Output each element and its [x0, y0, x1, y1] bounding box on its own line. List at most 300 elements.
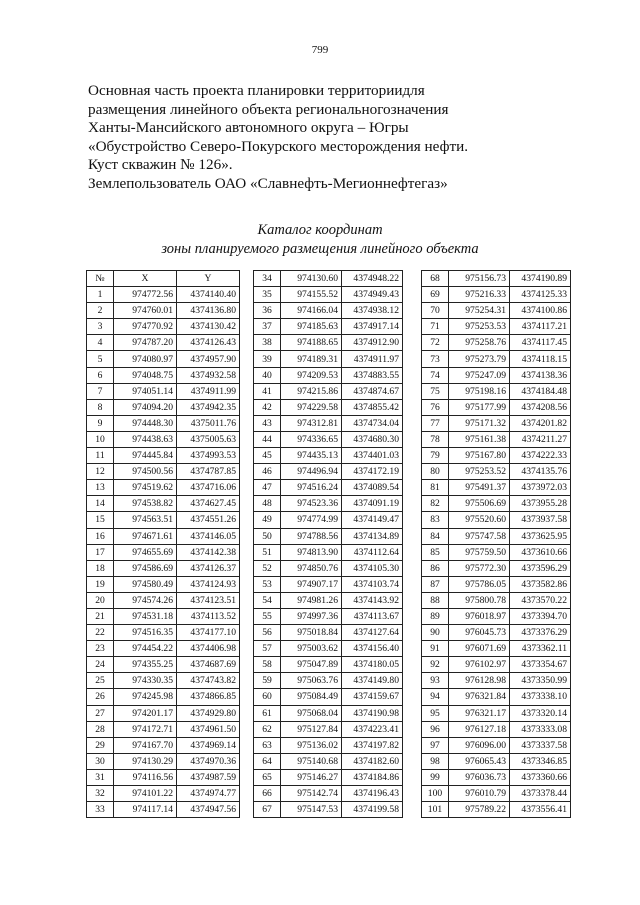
- table-row: [87, 721, 240, 737]
- table-row: [254, 271, 403, 287]
- point-number: 38: [254, 335, 281, 351]
- coord-x: 974172.71: [114, 721, 177, 737]
- table-row: [254, 528, 403, 544]
- table-row: [422, 383, 571, 399]
- coord-x: 974080.97: [114, 351, 177, 367]
- point-number: 80: [422, 464, 449, 480]
- point-number: 27: [87, 705, 114, 721]
- coord-x: 974788.56: [281, 528, 342, 544]
- coord-y: 4373394.70: [510, 608, 571, 624]
- coord-x: 974048.75: [114, 367, 177, 383]
- table-row: [422, 625, 571, 641]
- coord-y: 4373610.66: [510, 544, 571, 560]
- table-row: [87, 367, 240, 383]
- coord-y: 4374124.93: [177, 576, 240, 592]
- catalog-subtitle-line: зоны планируемого размещения линейного объекта: [161, 241, 479, 257]
- coord-y: 4374126.43: [177, 335, 240, 351]
- coord-x: 975273.79: [449, 351, 510, 367]
- table-row: [87, 641, 240, 657]
- coord-x: 974580.49: [114, 576, 177, 592]
- coord-y: 4374948.22: [342, 271, 403, 287]
- point-number: 26: [87, 689, 114, 705]
- point-number: 30: [87, 753, 114, 769]
- table-row: [254, 367, 403, 383]
- coord-y: 4373582.86: [510, 576, 571, 592]
- point-number: 93: [422, 673, 449, 689]
- table-row: [87, 592, 240, 608]
- coord-y: 4374716.06: [177, 480, 240, 496]
- coord-y: 4373378.44: [510, 786, 571, 802]
- coord-y: 4374196.43: [342, 786, 403, 802]
- table-row: [254, 415, 403, 431]
- point-number: 76: [422, 399, 449, 415]
- coord-x: 975084.49: [281, 689, 342, 705]
- table-row: [254, 608, 403, 624]
- coord-y: 4374942.35: [177, 399, 240, 415]
- table-row: [87, 303, 240, 319]
- coord-x: 975146.27: [281, 769, 342, 785]
- point-number: 10: [87, 431, 114, 447]
- coord-y: 4374223.41: [342, 721, 403, 737]
- point-number: 79: [422, 448, 449, 464]
- coord-x: 975177.99: [449, 399, 510, 415]
- coord-x: 975156.73: [449, 271, 510, 287]
- point-number: 15: [87, 512, 114, 528]
- point-number: 98: [422, 753, 449, 769]
- point-number: 2: [87, 303, 114, 319]
- heading-line: Основная часть проекта планировки территориидля: [88, 82, 425, 99]
- coord-x: 976010.79: [449, 786, 510, 802]
- coord-y: 4374136.80: [177, 303, 240, 319]
- point-number: 100: [422, 786, 449, 802]
- coord-x: 974166.04: [281, 303, 342, 319]
- coord-x: 974787.20: [114, 335, 177, 351]
- table-row: [87, 560, 240, 576]
- coord-y: 4374177.10: [177, 625, 240, 641]
- table-row: [87, 737, 240, 753]
- coord-y: 4374123.51: [177, 592, 240, 608]
- point-number: 29: [87, 737, 114, 753]
- table-row: [422, 512, 571, 528]
- coord-y: 4374143.92: [342, 592, 403, 608]
- coord-y: 4374911.97: [342, 351, 403, 367]
- point-number: 75: [422, 383, 449, 399]
- point-number: 97: [422, 737, 449, 753]
- coord-y: 4373625.95: [510, 528, 571, 544]
- heading-line: Землепользователь ОАО «Славнефть-Мегионнефтегаз»: [88, 174, 448, 192]
- point-number: 25: [87, 673, 114, 689]
- coord-y: 4374970.36: [177, 753, 240, 769]
- coord-y: 4374687.69: [177, 657, 240, 673]
- coord-y: 4374917.14: [342, 319, 403, 335]
- table-row: [422, 351, 571, 367]
- point-number: 62: [254, 721, 281, 737]
- point-number: 73: [422, 351, 449, 367]
- coord-x: 974574.26: [114, 592, 177, 608]
- coord-y: 4373337.58: [510, 737, 571, 753]
- table-row: [87, 528, 240, 544]
- table-row: [254, 592, 403, 608]
- coord-y: 4373556.41: [510, 802, 571, 818]
- coord-y: 4374974.77: [177, 786, 240, 802]
- coord-x: 975147.53: [281, 802, 342, 818]
- coord-x: 975491.37: [449, 480, 510, 496]
- point-number: 51: [254, 544, 281, 560]
- table-row: [422, 608, 571, 624]
- coord-y: 4374113.52: [177, 608, 240, 624]
- coord-x: 976321.84: [449, 689, 510, 705]
- coord-y: 4374743.82: [177, 673, 240, 689]
- coord-x: 975198.16: [449, 383, 510, 399]
- coord-y: 4374135.76: [510, 464, 571, 480]
- table-row: [87, 753, 240, 769]
- point-number: 41: [254, 383, 281, 399]
- table-row: [87, 464, 240, 480]
- point-number: 3: [87, 319, 114, 335]
- coord-y: 4374100.86: [510, 303, 571, 319]
- table-row: [87, 287, 240, 303]
- point-number: 18: [87, 560, 114, 576]
- point-number: 64: [254, 753, 281, 769]
- coord-x: 976045.73: [449, 625, 510, 641]
- coord-y: 4374855.42: [342, 399, 403, 415]
- coord-x: 975018.84: [281, 625, 342, 641]
- table-row: [422, 399, 571, 415]
- coord-y: 4374149.80: [342, 673, 403, 689]
- coord-y: 4375005.63: [177, 431, 240, 447]
- coord-y: 4374105.30: [342, 560, 403, 576]
- table-row: [254, 399, 403, 415]
- point-number: 67: [254, 802, 281, 818]
- point-number: 90: [422, 625, 449, 641]
- point-number: 49: [254, 512, 281, 528]
- point-number: 33: [87, 802, 114, 818]
- coord-x: 974531.18: [114, 608, 177, 624]
- table-row: [254, 560, 403, 576]
- coord-x: 974655.69: [114, 544, 177, 560]
- coord-y: 4374208.56: [510, 399, 571, 415]
- table-row: [254, 335, 403, 351]
- coord-y: 4373350.99: [510, 673, 571, 689]
- coord-y: 4374912.90: [342, 335, 403, 351]
- coord-y: 4374117.45: [510, 335, 571, 351]
- coord-x: 974130.60: [281, 271, 342, 287]
- coord-x: 975140.68: [281, 753, 342, 769]
- point-number: 53: [254, 576, 281, 592]
- coordinates-table-3: [421, 270, 571, 818]
- table-row: [254, 576, 403, 592]
- coord-y: 4373937.58: [510, 512, 571, 528]
- table-row: [254, 641, 403, 657]
- coord-x: 975258.76: [449, 335, 510, 351]
- header-y: Y: [177, 271, 240, 287]
- coord-y: 4374117.21: [510, 319, 571, 335]
- table-row: [87, 705, 240, 721]
- coord-x: 974445.84: [114, 448, 177, 464]
- coord-y: 4374883.55: [342, 367, 403, 383]
- point-number: 71: [422, 319, 449, 335]
- table-row: [254, 351, 403, 367]
- coord-x: 975253.53: [449, 319, 510, 335]
- coord-y: 4374197.82: [342, 737, 403, 753]
- catalog-title: [0, 221, 640, 259]
- point-number: 56: [254, 625, 281, 641]
- heading-line: размещения линейного объекта региональногозначения: [88, 100, 449, 118]
- heading-line: Куст скважин № 126».: [88, 156, 233, 174]
- point-number: 4: [87, 335, 114, 351]
- point-number: 83: [422, 512, 449, 528]
- point-number: 101: [422, 802, 449, 818]
- table-row: [87, 496, 240, 512]
- coord-y: 4374149.47: [342, 512, 403, 528]
- coord-x: 974312.81: [281, 415, 342, 431]
- coord-y: 4374190.89: [510, 271, 571, 287]
- point-number: 1: [87, 287, 114, 303]
- point-number: 86: [422, 560, 449, 576]
- coord-x: 976321.17: [449, 705, 510, 721]
- point-number: 22: [87, 625, 114, 641]
- coord-x: 974496.94: [281, 464, 342, 480]
- coord-y: 4374211.27: [510, 431, 571, 447]
- coord-y: 4374401.03: [342, 448, 403, 464]
- coord-y: 4373354.67: [510, 657, 571, 673]
- coord-x: 975127.84: [281, 721, 342, 737]
- coord-y: 4374929.80: [177, 705, 240, 721]
- point-number: 39: [254, 351, 281, 367]
- coord-y: 4375011.76: [177, 415, 240, 431]
- point-number: 94: [422, 689, 449, 705]
- coord-x: 976096.00: [449, 737, 510, 753]
- coord-y: 4374125.33: [510, 287, 571, 303]
- coord-x: 974051.14: [114, 383, 177, 399]
- table-row: [254, 512, 403, 528]
- coord-x: 975786.05: [449, 576, 510, 592]
- coord-y: 4374089.54: [342, 480, 403, 496]
- point-number: 61: [254, 705, 281, 721]
- table-row: [422, 480, 571, 496]
- coord-x: 974538.82: [114, 496, 177, 512]
- coord-x: 974448.30: [114, 415, 177, 431]
- table-row: [254, 657, 403, 673]
- coord-x: 974209.53: [281, 367, 342, 383]
- coord-y: 4374911.99: [177, 383, 240, 399]
- document-heading: [88, 82, 588, 194]
- point-number: 44: [254, 431, 281, 447]
- point-number: 32: [87, 786, 114, 802]
- table-row: [422, 319, 571, 335]
- coord-x: 975772.30: [449, 560, 510, 576]
- table-row: [254, 383, 403, 399]
- point-number: 54: [254, 592, 281, 608]
- table-row: [87, 399, 240, 415]
- coord-x: 974997.36: [281, 608, 342, 624]
- coord-y: 4373570.22: [510, 592, 571, 608]
- coord-y: 4374551.26: [177, 512, 240, 528]
- table-row: [422, 592, 571, 608]
- table-row: [254, 673, 403, 689]
- coord-x: 975142.74: [281, 786, 342, 802]
- point-number: 57: [254, 641, 281, 657]
- table-row: [254, 496, 403, 512]
- coord-y: 4374866.85: [177, 689, 240, 705]
- point-number: 42: [254, 399, 281, 415]
- coord-y: 4374159.67: [342, 689, 403, 705]
- table-row: [87, 480, 240, 496]
- point-number: 48: [254, 496, 281, 512]
- coord-x: 975759.50: [449, 544, 510, 560]
- point-number: 66: [254, 786, 281, 802]
- coord-y: 4374949.43: [342, 287, 403, 303]
- coord-x: 974516.24: [281, 480, 342, 496]
- point-number: 23: [87, 641, 114, 657]
- coord-x: 976127.18: [449, 721, 510, 737]
- table-row: [87, 383, 240, 399]
- point-number: 37: [254, 319, 281, 335]
- point-number: 36: [254, 303, 281, 319]
- coord-y: 4374627.45: [177, 496, 240, 512]
- coord-x: 975800.78: [449, 592, 510, 608]
- header-x: X: [114, 271, 177, 287]
- coord-y: 4374156.40: [342, 641, 403, 657]
- table-row: [254, 544, 403, 560]
- coord-x: 974245.98: [114, 689, 177, 705]
- table-row: [87, 673, 240, 689]
- point-number: 17: [87, 544, 114, 560]
- coord-x: 975171.32: [449, 415, 510, 431]
- coord-x: 974188.65: [281, 335, 342, 351]
- coord-y: 4374190.98: [342, 705, 403, 721]
- table-row: [254, 786, 403, 802]
- heading-line: Ханты-Мансийского автономного округа – Югры: [88, 119, 409, 137]
- table-row: [422, 560, 571, 576]
- table-row: [422, 271, 571, 287]
- coord-x: 975161.38: [449, 431, 510, 447]
- coord-x: 974355.25: [114, 657, 177, 673]
- coord-y: 4374180.05: [342, 657, 403, 673]
- coord-x: 975167.80: [449, 448, 510, 464]
- coord-x: 976036.73: [449, 769, 510, 785]
- coord-y: 4373376.29: [510, 625, 571, 641]
- table-row: [422, 753, 571, 769]
- coord-x: 974981.26: [281, 592, 342, 608]
- table-header-row: [87, 271, 240, 287]
- table-row: [87, 689, 240, 705]
- point-number: 91: [422, 641, 449, 657]
- table-row: [254, 802, 403, 818]
- point-number: 50: [254, 528, 281, 544]
- point-number: 35: [254, 287, 281, 303]
- point-number: 89: [422, 608, 449, 624]
- coord-y: 4374932.58: [177, 367, 240, 383]
- table-row: [254, 480, 403, 496]
- coord-x: 974438.63: [114, 431, 177, 447]
- table-row: [422, 544, 571, 560]
- point-number: 7: [87, 383, 114, 399]
- coord-y: 4373955.28: [510, 496, 571, 512]
- table-row: [254, 737, 403, 753]
- coord-x: 975047.89: [281, 657, 342, 673]
- coord-y: 4374184.48: [510, 383, 571, 399]
- point-number: 59: [254, 673, 281, 689]
- point-number: 45: [254, 448, 281, 464]
- table-row: [254, 448, 403, 464]
- coord-y: 4373338.10: [510, 689, 571, 705]
- table-row: [422, 287, 571, 303]
- point-number: 40: [254, 367, 281, 383]
- table-row: [254, 464, 403, 480]
- coord-x: 974454.22: [114, 641, 177, 657]
- table-row: [422, 705, 571, 721]
- heading-line: «Обустройство Северо-Покурского месторождения нефти.: [88, 137, 469, 155]
- point-number: 95: [422, 705, 449, 721]
- coord-y: 4373320.14: [510, 705, 571, 721]
- point-number: 60: [254, 689, 281, 705]
- coord-x: 975747.58: [449, 528, 510, 544]
- coord-x: 974130.29: [114, 753, 177, 769]
- table-row: [254, 287, 403, 303]
- table-row: [254, 753, 403, 769]
- table-row: [422, 802, 571, 818]
- coord-x: 975506.69: [449, 496, 510, 512]
- coord-x: 974435.13: [281, 448, 342, 464]
- point-number: 74: [422, 367, 449, 383]
- coord-y: 4374201.82: [510, 415, 571, 431]
- table-row: [422, 689, 571, 705]
- coord-x: 974516.35: [114, 625, 177, 641]
- coord-x: 975003.62: [281, 641, 342, 657]
- coord-y: 4374734.04: [342, 415, 403, 431]
- coordinates-table-2: [253, 270, 403, 818]
- coord-x: 975520.60: [449, 512, 510, 528]
- coord-x: 974116.56: [114, 769, 177, 785]
- point-number: 84: [422, 528, 449, 544]
- coord-y: 4373972.03: [510, 480, 571, 496]
- coord-x: 974586.69: [114, 560, 177, 576]
- coord-x: 974850.76: [281, 560, 342, 576]
- point-number: 63: [254, 737, 281, 753]
- table-row: [422, 367, 571, 383]
- coord-y: 4374126.37: [177, 560, 240, 576]
- coord-x: 974167.70: [114, 737, 177, 753]
- point-number: 52: [254, 560, 281, 576]
- coord-y: 4374680.30: [342, 431, 403, 447]
- table-row: [422, 641, 571, 657]
- coord-x: 974500.56: [114, 464, 177, 480]
- coord-y: 4374140.40: [177, 287, 240, 303]
- coord-x: 974229.58: [281, 399, 342, 415]
- table-row: [422, 769, 571, 785]
- table-row: [254, 319, 403, 335]
- table-row: [87, 544, 240, 560]
- coord-y: 4374138.36: [510, 367, 571, 383]
- coord-x: 974523.36: [281, 496, 342, 512]
- point-number: 8: [87, 399, 114, 415]
- table-row: [422, 721, 571, 737]
- coord-x: 974336.65: [281, 431, 342, 447]
- coord-x: 975136.02: [281, 737, 342, 753]
- coord-x: 974770.92: [114, 319, 177, 335]
- table-row: [254, 705, 403, 721]
- coord-x: 975216.33: [449, 287, 510, 303]
- coord-y: 4374993.53: [177, 448, 240, 464]
- table-row: [422, 415, 571, 431]
- coord-x: 974201.17: [114, 705, 177, 721]
- coord-y: 4374787.85: [177, 464, 240, 480]
- coord-y: 4374146.05: [177, 528, 240, 544]
- point-number: 55: [254, 608, 281, 624]
- coord-y: 4374957.90: [177, 351, 240, 367]
- table-row: [87, 769, 240, 785]
